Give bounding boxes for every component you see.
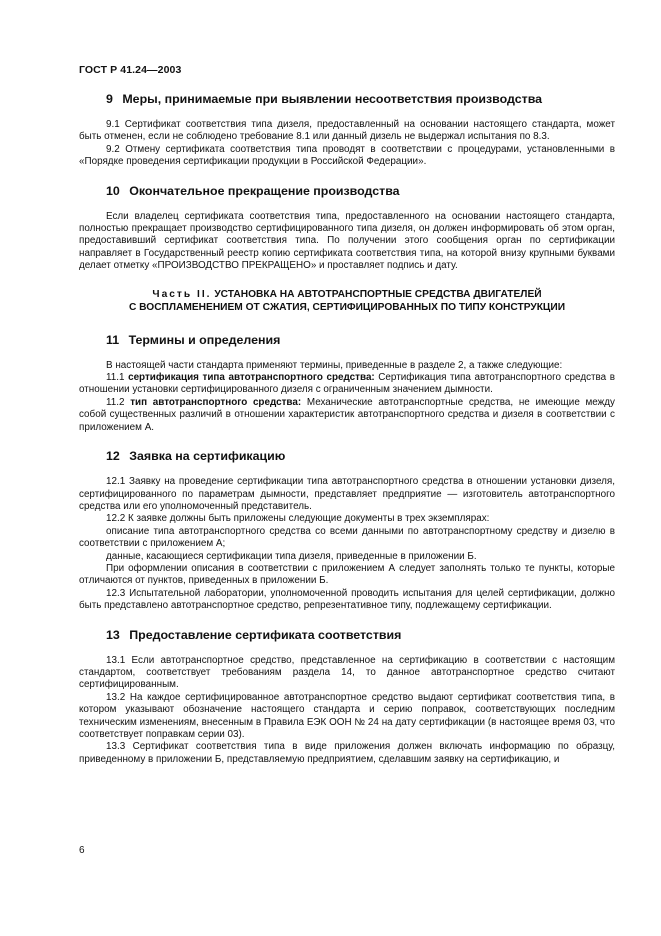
part-2-title-line-2: С ВОСПЛАМЕНЕНИЕМ ОТ СЖАТИЯ, СЕРТИФИЦИРОВАННЫХ ПО ТИПУ КОНСТРУКЦИИ [128,302,566,314]
paragraph-11-1-number: 11.1 [106,372,129,384]
paragraph-12-3: 12.3 Испытательной лаборатории, уполномоченной проводить испытания для целей сертификации, должно быть представлено автотранспортное средство, репрезентативное типу, подлежащему сертификации. [79,587,615,612]
section-12-number: 12 [106,449,120,464]
definition-vehicle-type: Механические автотранспортные средства, не имеющие между собой существенных различий в отношении характеристик автотранспортного средства и дизеля в соответствии с приложением А. [79,396,615,433]
section-10-number: 10 [106,183,120,198]
document-header-id: ГОСТ Р 41.24—2003 [79,64,182,76]
section-12-heading [79,449,615,464]
part-2-label: Часть II. [152,288,212,300]
section-13-number: 13 [106,627,120,642]
section-13-title: Предоставление сертификата соответствия [129,627,402,642]
paragraph-9-2: 9.2 Отмену сертификата соответствия типа проводят в соответствии с процедурами, установленными в «Порядке проведения сертификации продукции в Российской Федерации». [79,143,615,168]
term-vehicle-type-certification: сертификация типа автотранспортного средства: [128,372,375,384]
paragraph-11-intro: В настоящей части стандарта применяют термины, приведенные в разделе 2, а также следующие: [106,359,563,371]
section-11-title: Термины и определения [128,332,281,347]
definition-vehicle-type-certification: Сертификация типа автотранспортного средства в отношении установки сертифицированного дизеля с ограниченным значением дымности. [79,372,615,396]
paragraph-13-2: 13.2 На каждое сертифицированное автотранспортное средство выдают сертификат соответствия типа, в котором указывают обозначение настоящего стандарта и серию поправок, соответствующих последним техническим изменениям, внесенным в Правила ЕЭК ООН № 24 на дату сертификации (в настоящее время 03, что соответствует поправкам серии 03). [79,691,615,740]
document-body [79,92,615,766]
term-vehicle-type: тип автотранспортного средства: [130,396,302,408]
section-10-heading [79,184,615,199]
paragraph-12-2-item-b: данные, касающиеся сертификации типа дизеля, приведенные в приложении Б. [106,550,477,562]
paragraph-11-2 [79,397,615,434]
paragraph-9-1: 9.1 Сертификат соответствия типа дизеля, предоставленный на основании настоящего стандарта, может быть отменен, если не соблюдено требование 8.1 или данный дизель не выдержал испытания по 8.3. [79,119,615,143]
section-10-title: Окончательное прекращение производства [129,183,400,198]
section-9-number: 9 [106,92,113,106]
paragraph-11-2-number: 11.2 [106,396,131,408]
section-11-heading [79,333,615,348]
paragraph-12-1: 12.1 Заявку на проведение сертификации типа автотранспортного средства в отношении установки дизеля, сертифицированного по параметрам дымности, представляет предприятие — изготовитель автотранспортного средства или его уполномоченный представитель. [79,476,615,512]
paragraph-12-2: 12.2 К заявке должны быть приложены следующие документы в трех экземплярах: [106,513,490,525]
paragraph-13-3: 13.3 Сертификат соответствия типа в виде приложения должен включать информацию по образцу, приведенному в приложении Б, представляемую предприятием, сделавшим заявку на сертификацию, и [79,741,615,765]
section-11-number: 11 [106,332,120,347]
section-12-title: Заявка на сертификацию [129,449,286,464]
section-9-heading [79,92,615,107]
section-13-heading [79,628,615,643]
paragraph-12-2-item-a: описание типа автотранспортного средства со всеми данными по автотранспортному средству и дизелю в соответствии с приложением А; [79,525,615,550]
page-number: 6 [79,845,85,856]
paragraph-12-2-note: При оформлении описания в соответствии с приложением А следует заполнять только те пункты, которые отличаются от пунктов, приведенных в приложении Б. [79,562,615,587]
paragraph-10: Если владелец сертификата соответствия типа, предоставленного на основании настоящего стандарта, полностью прекращает производство сертифицированного типа дизеля, он должен информировать об этом орган, предоставивший сертификат соответствия типа. По получении этого сообщения орган по сертификации направляет в Государственный реестр копию сертификата соответствия типа, на которой внизу крупными буквами делает отметку «ПРОИЗВОДСТВО ПРЕКРАЩЕНО» и проставляет подпись и дату. [79,210,615,272]
part-2-heading [79,288,615,315]
section-9-title: Меры, принимаемые при выявлении несоответствия производства [122,92,543,106]
part-2-line-1 [79,288,615,302]
paragraph-13-1: 13.1 Если автотранспортное средство, представленное на сертификацию в соответствии с настоящим стандартом, соответствует требованиям раздела 14, то данное автотранспортное средство считают сертифицированным. [79,654,615,691]
part-2-title-line-1: УСТАНОВКА НА АВТОТРАНСПОРТНЫЕ СРЕДСТВА ДВИГАТЕЛЕЙ [214,288,542,300]
paragraph-11-1 [79,372,615,397]
